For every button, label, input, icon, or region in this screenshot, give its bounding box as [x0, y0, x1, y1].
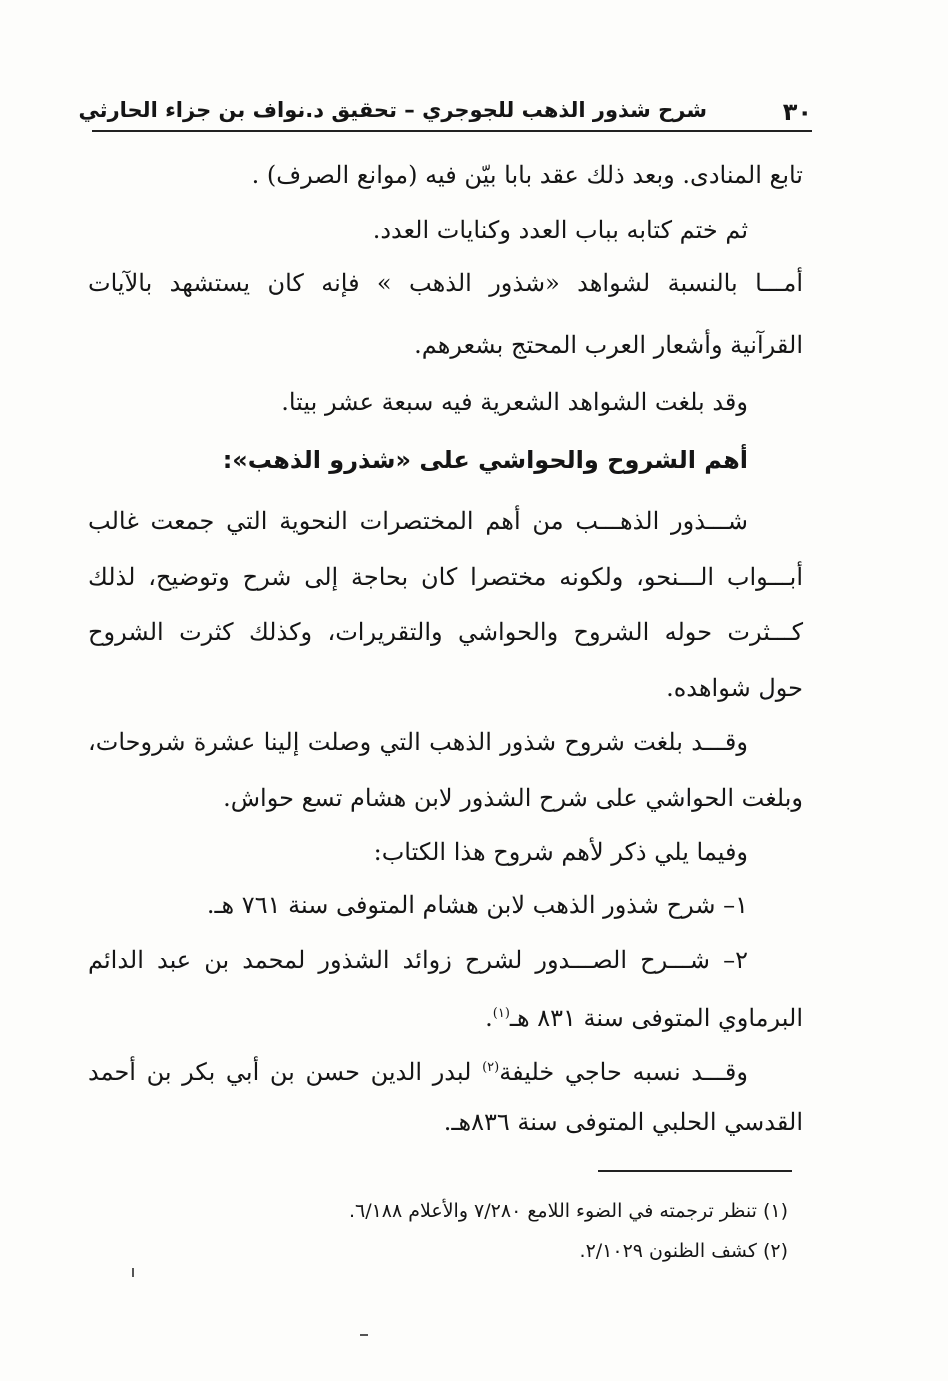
text-line-1: تابع المنادى. وبعد ذلك عقد بابا بيّن فيه (موانع الصرف) .	[251, 161, 803, 189]
scan-speck	[360, 1334, 368, 1336]
text-line-17	[88, 1048, 748, 1088]
list-item-1: ١– شرح شذور الذهب لابن هشام المتوفى سنة ٧٦١ هـ.	[206, 891, 748, 919]
text-line-17-end: لبدر الدين حسن بن أبي بكر بن أحمد	[88, 1058, 472, 1086]
footnote-1: (١) تنظر ترجمته في الضوء اللامع ٧/٢٨٠ والأعلام ٦/١٨٨.	[348, 1200, 788, 1222]
footnote-separator	[598, 1170, 792, 1172]
footnote-mark-1: (١)	[492, 1006, 510, 1021]
footnote-mark-2: (٢)	[482, 1060, 500, 1075]
text-line-5: وقد بلغت الشواهد الشعرية فيه سبعة عشر بيتا.	[281, 388, 748, 416]
text-line-16: البرماوي المتوفى سنة ٨٣١ هـ$^{(١)}$.	[485, 1004, 803, 1032]
text-line-11: وقـــد بلغت شروح شذور الذهب التي وصلت إلينا عشرة شروحات،	[88, 728, 748, 756]
text-line-2: ثم ختم كتابه بباب العدد وكنايات العدد.	[372, 216, 748, 244]
text-line-8: أبـــواب الـــنحو، ولكونه مختصرا كان بحاجة إلى شرح وتوضيح، لذلك	[88, 563, 803, 591]
page-number: ٣٠	[782, 98, 812, 126]
text-line-9: كـــثرت حوله الشروح والحواشي والتقريرات، وكذلك كثرت الشروح	[88, 618, 803, 646]
text-line-18: القدسي الحلبي المتوفى سنة ٨٣٦هـ.	[443, 1108, 803, 1136]
running-header	[78, 96, 812, 132]
text-line-3: أمـــا بالنسبة لشواهد «شذور الذهب » فإنه كان يستشهد بالآيات	[88, 269, 803, 297]
text-line-13: وفيما يلي ذكر لأهم شروح هذا الكتاب:	[373, 838, 748, 866]
footnote-2: (٢) كشف الظنون ٢/١٠٢٩.	[579, 1240, 788, 1262]
list-item-2: ٢– شـــرح الصـــدور لشرح زوائد الشذور لمحمد بن عبد الدائم	[88, 946, 748, 974]
text-line-4: القرآنية وأشعار العرب المحتج بشعرهم.	[414, 331, 803, 359]
section-heading: أهم الشروح والحواشي على «شذرو الذهب»:	[222, 446, 748, 474]
running-title: شرح شذور الذهب للجوجري – تحقيق د.نواف بن جزاء الحارثي	[78, 98, 707, 122]
text-line-7: شـــذور الذهـــب من أهم المختصرات النحوية التي جمعت غالب	[88, 507, 748, 535]
text-line-16-text: البرماوي المتوفى سنة ٨٣١ هـ	[509, 1004, 803, 1032]
scan-speck	[132, 1268, 134, 1277]
text-line-10: حول شواهده.	[666, 674, 803, 702]
text-line-12: وبلغت الحواشي على شرح الشذور لابن هشام تسع حواش.	[223, 784, 803, 812]
text-line-17-start: وقـــد نسبه حاجي خليفة	[499, 1058, 748, 1086]
